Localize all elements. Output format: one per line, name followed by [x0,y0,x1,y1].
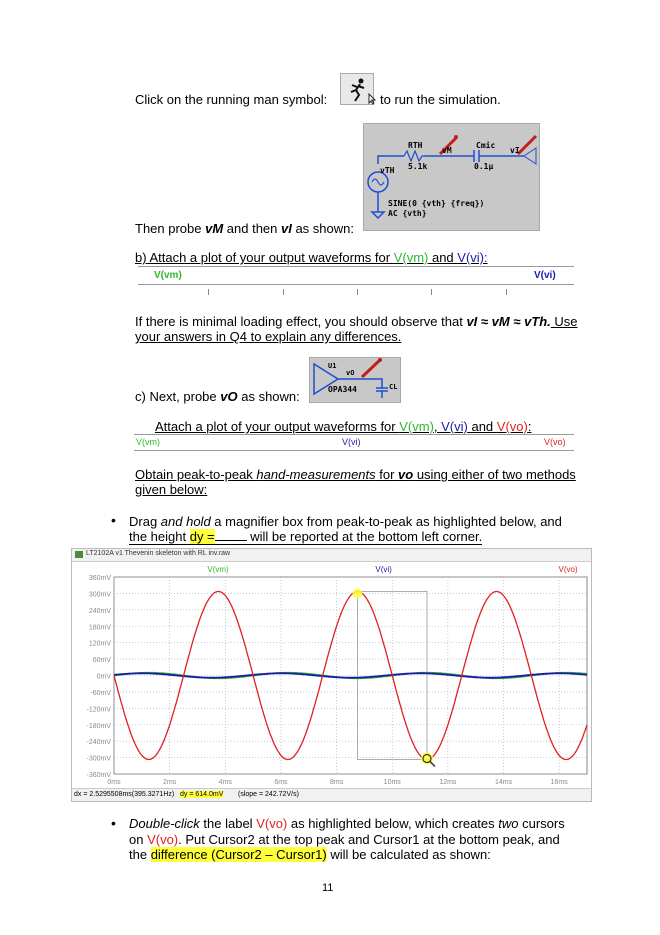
window-title: LT2102A v1 Thevenin skeleton with RL inv.raw [86,550,231,557]
y-tick-label: 0mV [96,673,111,681]
x-tick-label: 16ms [550,779,568,786]
part-c-plot-legend [134,434,574,451]
app-icon [75,551,83,558]
bullet2-line3: the difference (Cursor2 – Cursor1) will be calculated as shown: [129,847,491,862]
label-vth: vTH [380,166,395,175]
legend-vi[interactable]: V(vi) [342,437,361,447]
label-rth-value: 5.1k [408,162,428,171]
y-tick-label: 300mV [88,591,111,599]
legend-vm[interactable]: V(vm) [136,437,160,447]
bullet2-line1: Double-click the label V(vo) as highlighted below, which creates two cursors [129,816,565,831]
cursor-arrow-icon [368,92,378,110]
schematic-probe-vo [309,357,401,403]
status-slope: (slope = 242.72V/s) [238,791,299,798]
y-tick-label: -300mV [86,755,111,763]
legend-vm[interactable]: V(vm) [154,270,182,281]
x-tick-label: 12ms [439,779,457,786]
y-tick-label: -120mV [86,706,111,714]
loading-paragraph-line1: If there is minimal loading effect, you should observe that vI ≈ vM ≈ vTh. Use [135,314,578,329]
status-dy: dy = 614.0mV [180,791,224,798]
label-cmic-value: 0.1µ [474,162,494,171]
y-tick-label: 120mV [88,640,111,648]
x-tick-label: 10ms [383,779,401,786]
bullet-icon: • [111,815,116,831]
x-tick-label: 4ms [218,779,232,786]
bullet1-line2: the height dy = will be reported at the bottom left corner. [129,529,483,544]
waveform-plot[interactable] [72,561,591,789]
label-u1: U1 [328,362,337,370]
tick-mark [357,289,358,295]
label-rth: RTH [408,141,423,150]
label-cl: CL [389,383,398,391]
label-vi: vI [510,146,520,155]
label-ac-source: AC {vth} [388,209,427,218]
obtain-paragraph-line2: given below: [135,482,208,497]
page-number: 11 [322,882,334,894]
tick-mark [283,289,284,295]
x-tick-label: 6ms [274,779,288,786]
bullet-icon: • [111,512,116,528]
part-b-heading: b) Attach a plot of your output waveforms for V(vm) and V(vi): [135,250,488,265]
label-opa344: OPA344 [328,385,357,394]
status-dx: dx = 2.5295508ms(395.3271Hz) [74,791,175,798]
part-b-plot-legend [138,266,574,285]
y-tick-label: -360mV [86,772,111,779]
label-vo: vO [346,369,355,377]
intro-text: Click on the running man symbol: [135,92,328,107]
loading-paragraph-line2: your answers in Q4 to explain any differences. [135,329,402,344]
x-tick-label: 14ms [494,779,513,786]
legend-vvi[interactable]: V(vi) [375,565,392,574]
attach-plot-heading: Attach a plot of your output waveforms for V(vm), V(vi) and V(vo): [155,419,532,434]
label-cmic: Cmic [476,141,496,150]
tick-mark [431,289,432,295]
label-vm: vM [442,146,452,155]
y-tick-label: -240mV [86,739,111,747]
y-tick-label: -180mV [86,722,111,730]
y-tick-label: 180mV [88,624,111,632]
y-tick-label: 240mV [88,607,111,615]
legend-vo[interactable]: V(vo) [544,437,566,447]
part-c-heading: c) Next, probe vO as shown: [135,389,300,404]
y-tick-label: -60mV [90,689,111,697]
y-tick-label: 60mV [92,657,111,665]
peak-highlight [352,589,362,599]
intro-post: to run the simulation. [380,92,501,107]
legend-vvm[interactable]: V(vm) [207,565,229,574]
bullet2-line2: on V(vo). Put Cursor2 at the top peak and Cursor1 at the bottom peak, and [129,832,560,847]
probe-instruction: Then probe vM and then vI as shown: [135,221,354,236]
status-bar [72,788,591,801]
tick-mark [506,289,507,295]
legend-vvo[interactable]: V(vo) [558,565,578,574]
x-tick-label: 8ms [329,779,344,786]
bullet1-line1: Drag and hold a magnifier box from peak-to-peak as highlighted below, and [129,514,562,529]
label-sine-source: SINE(0 {vth} {freq}) [388,199,485,208]
waveform-window [71,548,592,802]
x-tick-label: 0ms [107,779,121,786]
legend-vi[interactable]: V(vi) [534,270,556,281]
y-tick-label: 360mV [88,575,111,582]
tick-mark [208,289,209,295]
obtain-paragraph-line1: Obtain peak-to-peak hand-measurements for vo using either of two methods [135,467,576,482]
x-tick-label: 2ms [163,779,177,786]
schematic-probe-vm-vi [363,123,540,231]
